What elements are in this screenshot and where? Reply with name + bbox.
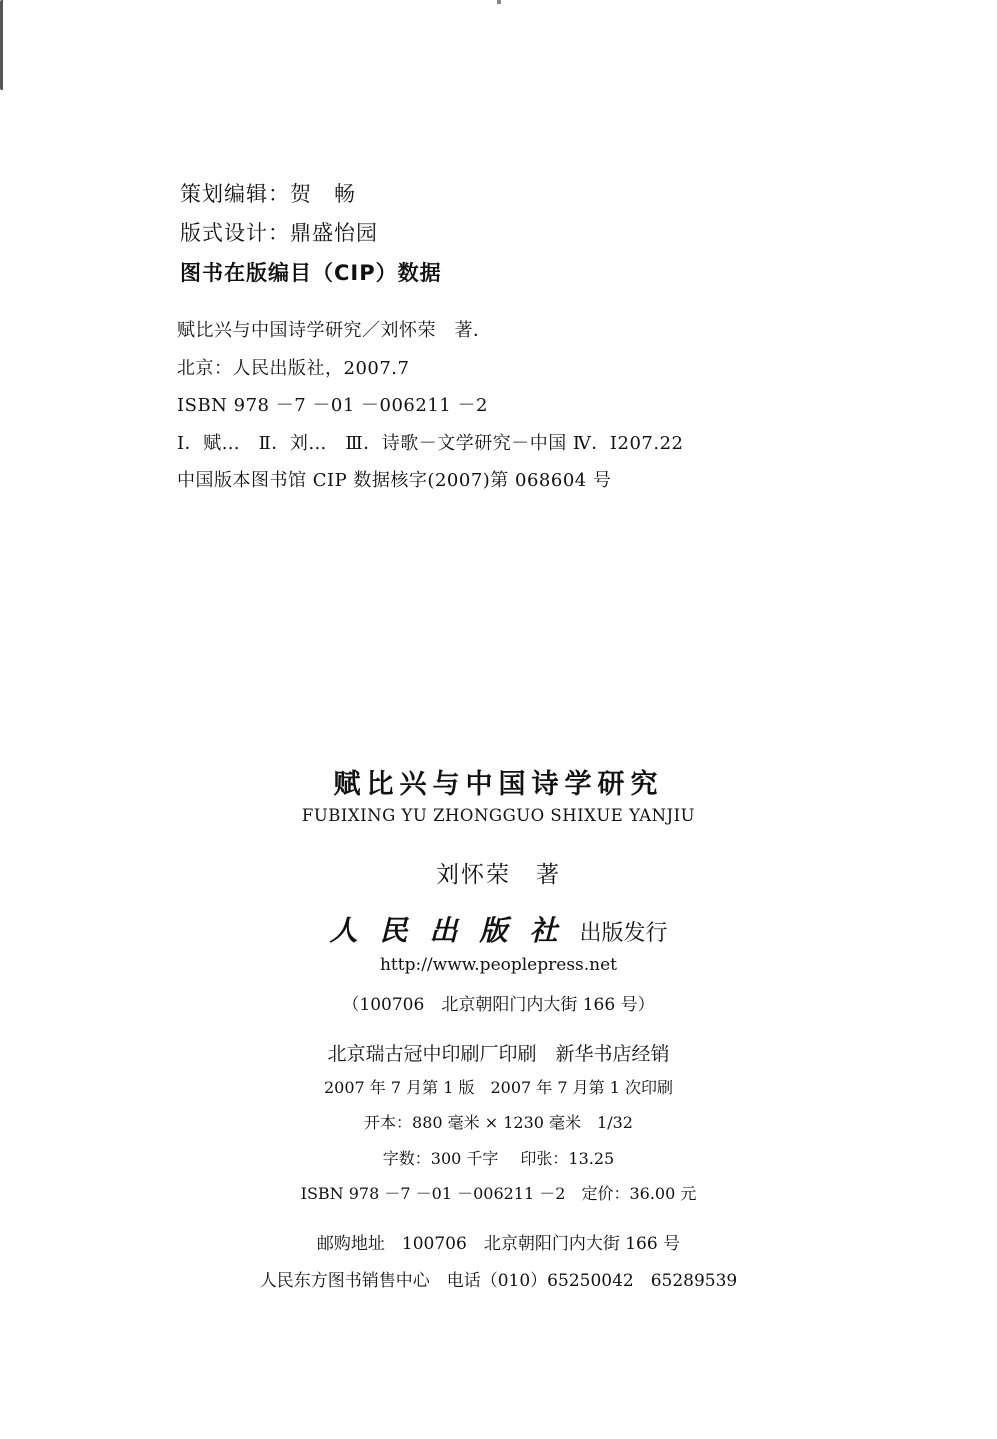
isbn-price-row	[0, 1181, 997, 1204]
cip-line-isbn: ISBN 978 －7 －01 －006211 －2	[177, 395, 488, 416]
credit-planning-editor	[180, 178, 356, 208]
credit-label: 策划编辑：	[180, 182, 290, 206]
publisher-logo-text: 人民出版社	[329, 914, 580, 947]
book-author: 刘怀荣 著	[436, 862, 561, 888]
printer-info: 北京瑞古冠中印刷厂印刷 新华书店经销	[327, 1043, 670, 1065]
book-title: 赋比兴与中国诗学研究	[333, 769, 664, 800]
publisher-address: （100706 北京朝阳门内大街 166 号）	[342, 995, 655, 1015]
cip-heading: 图书在版编目（CIP）数据	[180, 261, 442, 285]
scan-top-tick	[497, 0, 501, 4]
cip-line-publisher: 北京：人民出版社，2007.7	[177, 358, 410, 379]
credit-layout-design	[180, 217, 378, 247]
edition-info: 2007 年 7 月第 1 版 2007 年 7 月第 1 次印刷	[323, 1078, 674, 1097]
mail-order-address: 邮购地址 100706 北京朝阳门内大街 166 号	[316, 1234, 681, 1254]
publisher-url: http://www.peoplepress.net	[379, 955, 618, 975]
sales-center: 人民东方图书销售中心 电话（010）65250042 65289539	[259, 1271, 738, 1291]
credit-value: 鼎盛怡园	[290, 221, 378, 245]
format-info: 开本：880 毫米 × 1230 毫米 1/32	[364, 1113, 633, 1132]
word-count: 字数：300 千字	[382, 1149, 499, 1168]
print-sheets: 印张：13.25	[520, 1149, 615, 1168]
cip-line-record-number: 中国版本图书馆 CIP 数据核字(2007)第 068604 号	[177, 470, 612, 491]
publisher-suffix: 出版发行	[579, 921, 668, 946]
cip-line-title: 赋比兴与中国诗学研究／刘怀荣 著．	[177, 320, 492, 341]
cip-line-subjects: Ⅰ．赋… Ⅱ．刘… Ⅲ．诗歌－文学研究－中国 Ⅳ．I207.22	[177, 433, 684, 454]
scan-edge-mark	[0, 0, 9, 90]
word-count-row	[0, 1146, 997, 1169]
publisher-line	[0, 909, 997, 949]
book-title-pinyin: FUBIXING YU ZHONGGUO SHIXUE YANJIU	[301, 806, 696, 825]
isbn: ISBN 978 －7 －01 －006211 －2	[300, 1184, 566, 1203]
credit-value: 贺 畅	[290, 182, 356, 206]
price: 定价：36.00 元	[581, 1184, 697, 1203]
credit-label: 版式设计：	[180, 221, 290, 245]
